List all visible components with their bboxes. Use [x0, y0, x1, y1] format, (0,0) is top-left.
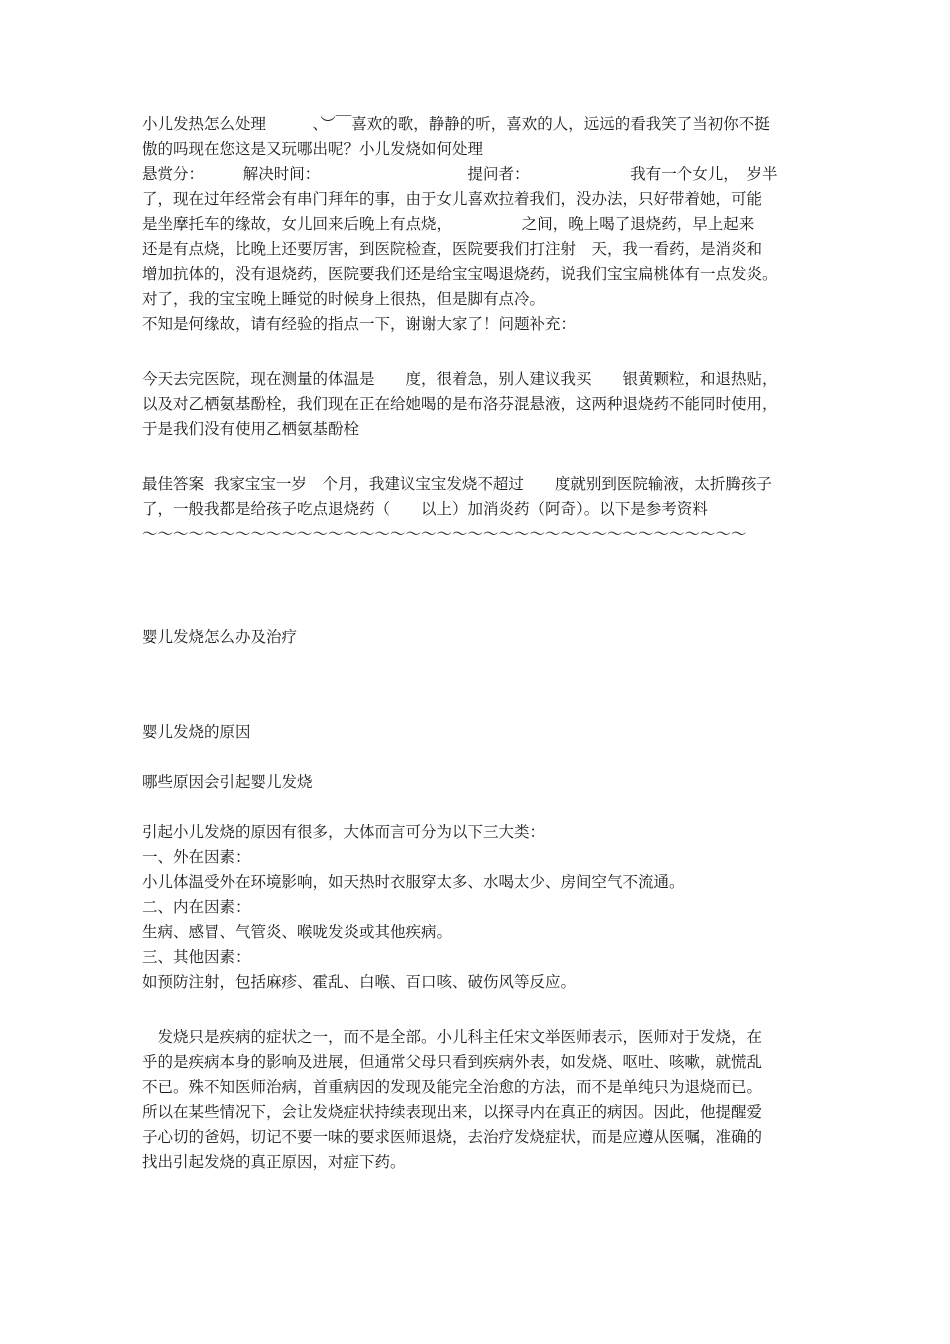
article-title: 婴儿发烧怎么办及治疗 [142, 628, 298, 646]
text-line: 如预防注射，包括麻疹、霍乱、白喉、百口咳、破伤风等反应。 [142, 973, 577, 991]
text-line: 生病、感冒、气管炎、喉咙发炎或其他疾病。 [142, 923, 453, 941]
list-heading: 二、内在因素： [142, 898, 251, 916]
causes-list [142, 820, 812, 995]
text-line: 所以在某些情况下，会让发烧症状持续表现出来，以探寻内在真正的病因。因此，他提醒爱 [142, 1103, 763, 1121]
text-line: 是坐摩托车的缘故，女儿回来后晚上有点烧， 之间，晚上喝了退烧药，早上起来 [142, 215, 755, 233]
text-line: 今天去完医院，现在测量的体温是 度，很着急，别人建议我买 银黄颗粒，和退热贴， [142, 370, 778, 388]
text-line: 不知是何缘故，请有经验的指点一下，谢谢大家了！问题补充： [142, 315, 577, 333]
tilde-divider: ～～～～～～～～～～～～～～～～～～～～～～～～～～～～～～～～～～～～～～～ [142, 525, 747, 543]
supplement-paragraph [142, 367, 812, 442]
text-line: 发烧只是疾病的症状之一，而不是全部。小儿科主任宋文举医师表示，医师对于发烧，在 [142, 1028, 763, 1046]
text-line: 最佳答案 我家宝宝一岁 个月，我建议宝宝发烧不超过 度就别到医院输液，太折腾孩子 [142, 475, 772, 493]
text-line: 小儿体温受外在环境影响，如天热时衣服穿太多、水喝太少、房间空气不流通。 [142, 873, 685, 891]
text-line: 了，一般我都是给孩子吃点退烧药（ 以上）加消炎药（阿奇）。以下是参考资料 [142, 500, 708, 518]
text-line: 找出引起发烧的真正原因，对症下药。 [142, 1153, 406, 1171]
section-heading-question: 哪些原因会引起婴儿发烧 [142, 773, 313, 791]
question-paragraph [142, 112, 812, 337]
document-page [142, 112, 812, 1175]
text-line: 增加抗体的，没有退烧药，医院要我们还是给宝宝喝退烧药，说我们宝宝扁桃体有一点发炎。 [142, 265, 778, 283]
list-heading: 一、外在因素： [142, 848, 251, 866]
text-line: 不已。殊不知医师治病，首重病因的发现及能完全治愈的方法，而不是单纯只为退烧而已。 [142, 1078, 763, 1096]
text-line: 子心切的爸妈，切记不要一味的要求医师退烧，去治疗发烧症状，而是应遵从医嘱，准确的 [142, 1128, 763, 1146]
text-line: 对了，我的宝宝晚上睡觉的时候身上很热，但是脚有点冷。 [142, 290, 546, 308]
text-line: 以及对乙栖氨基酚栓，我们现在正在给她喝的是布洛芬混悬液，这两种退烧药不能同时使用， [142, 395, 778, 413]
text-line: 傲的吗现在您这是又玩哪出呢？小儿发烧如何处理 [142, 140, 484, 158]
section-heading-cause: 婴儿发烧的原因 [142, 723, 251, 741]
text-line: 了，现在过年经常会有串门拜年的事，由于女儿喜欢拉着我们，没办法，只好带着她，可能 [142, 190, 763, 208]
text-line: 于是我们没有使用乙栖氨基酚栓 [142, 420, 360, 438]
text-line: 引起小儿发烧的原因有很多，大体而言可分为以下三大类： [142, 823, 546, 841]
closing-paragraph [142, 1025, 812, 1175]
text-line: 乎的是疾病本身的影响及进展，但通常父母只看到疾病外表，如发烧、呕吐、咳嗽，就慌乱 [142, 1053, 763, 1071]
text-line: 悬赏分： 解决时间： 提问者： 我有一个女儿， 岁半 [142, 165, 778, 183]
best-answer-paragraph [142, 472, 812, 547]
text-line: 小儿发热怎么处理 、︶￣喜欢的歌，静静的听，喜欢的人，远远的看我笑了当初你不挺 [142, 115, 770, 133]
text-line: 还是有点烧，比晚上还要厉害，到医院检查，医院要我们打注射 天，我一看药，是消炎和 [142, 240, 763, 258]
list-heading: 三、其他因素： [142, 948, 251, 966]
